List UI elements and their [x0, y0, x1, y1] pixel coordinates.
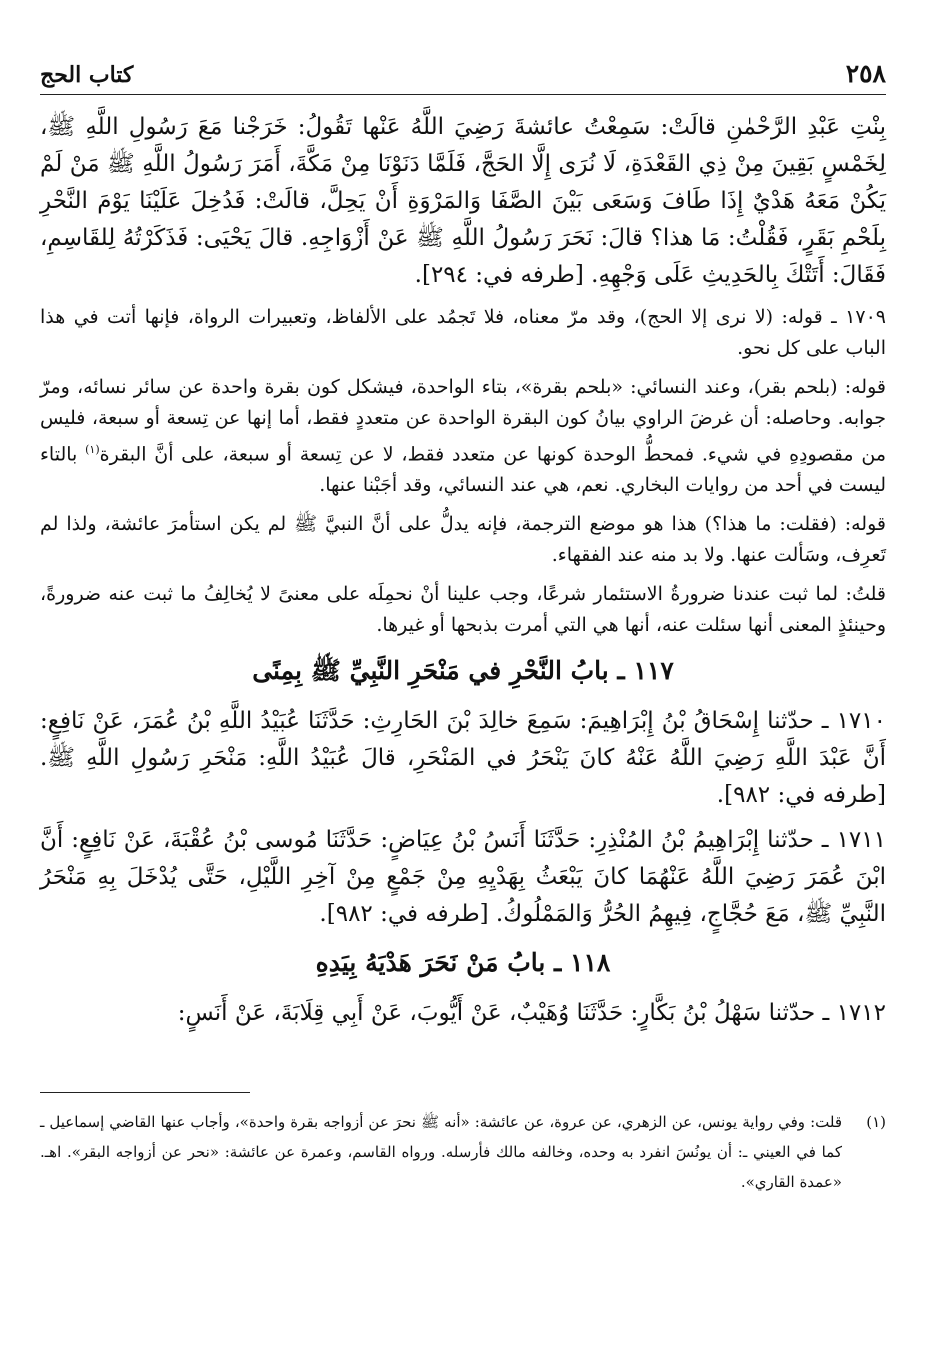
- chapter-heading-118: ١١٨ ـ بابُ مَنْ نَحَرَ هَدْيَهُ بِيَدِهِ: [315, 948, 611, 978]
- commentary-text: قوله: (بلحم بقر)، وعند النسائي: «بلحم بقرة»، بتاء الواحدة، فيشكل كون بقرة واحدة عن سائر نسائه، ومرّ جوابه. وحاصله: أن غرضَ الراوي بيانُ كون البقرة الواحدة عن متعددٍ فقط، أما إنها عن تِسعة أو سبعة، فليس من مقصودِهِ في شيء. فمحطُّ الوحدة كونها عن متعدد فقط، لا عن تِسعة أو سبعة، على أنَّ البقرة: [40, 376, 886, 466]
- page-header: [40, 52, 886, 88]
- commentary-qultu: قلتُ: لما ثبت عندنا ضرورةُ الاستئمار شرعًا، وجب علينا أنْ نحمِلَه على معنىً لا يُخالِفُ ما ثبت عنه ضرورةً، وحينئذٍ المعنى أنها سئلت عنه، أنها هي التي أمرت بذبحها أو غيرها.: [40, 583, 886, 637]
- commentary-bi-lahm-baqar: [40, 372, 886, 501]
- footnote: [40, 1107, 886, 1197]
- hadith-1711: ١٧١١ ـ حدّثنا إِبْرَاهِيمُ بْنُ المُنْذِرِ: حَدَّثَنَا أَنَسُ بْنُ عِيَاضٍ: حَدَّثَنَا مُوسى بْنُ عُقْبَةَ، عَنْ نَافِعٍ: أَنَّ ابْنَ عُمَرَ رَضِيَ اللَّهُ عَنْهُمَا كانَ يَبْعَثُ بِهَدْيِهِ مِنْ جَمْعٍ مِنْ آخِرِ اللَّيْلِ، حَتَّى يُدْخَلَ بِهِ مَنْحَرُ النَّبِيِّ ﷺ، مَعَ حُجَّاجٍ، فِيهِمُ الحُرُّ وَالمَمْلُوكُ. [طرفه في: ٩٨٢].: [40, 827, 886, 928]
- footnote-rule: [40, 1092, 250, 1093]
- commentary-text: بالتاء ليست في أحد من روايات البخاري. نعم، هي عند النسائي، وقد أجَبْنا عنها.: [40, 443, 886, 497]
- hadith-1712: ١٧١٢ ـ حدّثنا سَهْلُ بْنُ بَكَّارٍ: حَدَّثَنَا وُهَيْبٌ، عَنْ أَيُّوبَ، عَنْ أَبِي قِلَابَةَ، عَنْ أَنَسٍ:: [177, 1000, 886, 1027]
- commentary-1709: ١٧٠٩ ـ قوله: (لا نرى إلا الحج)، وقد مرّ معناه، فلا تَجمُد على الألفاظ، وتعبيرات الرواة، فإنها أتت في هذا الباب على كل نحو.: [40, 306, 886, 359]
- page-number: ٢٥٨: [845, 59, 886, 88]
- footnote-text: قلت: وفي رواية يونس، عن الزهري، عن عروة، عن عائشة: «أنه ﷺ نحرَ عن أزواجه بقرة واحدة»، وأجاب عنها القاضي إسماعيل ـ كما في العيني ـ: أن يونُسَ انفرد به وحده، وخالفه مالك فأرسله. ورواه القاسم، وعمرة عن عائشة: «نحر عن أزواجه البقر». اهـ. «عمدة القاري».: [40, 1113, 842, 1192]
- footnote-marker: (١): [866, 1113, 886, 1132]
- hadith-text-continued: بِنْتِ عَبْدِ الرَّحْمٰنِ قالَتْ: سَمِعْتُ عائشةَ رَضِيَ اللَّهُ عَنْها تَقُولُ: خَرَجْنا مَعَ رَسُولِ اللَّهِ ﷺ، لِخَمْسٍ بَقِينَ مِنْ ذِي القَعْدَةِ، لَا نُرَى إِلَّا الحَجَّ، فَلَمَّا دَنَوْنَا مِنْ مَكَّةَ، أَمَرَ رَسُولُ اللَّهِ ﷺ مَنْ لَمْ يَكُنْ مَعَهُ هَدْيٌ إِذَا طَافَ وَسَعَى بَيْنَ الصَّفَا وَالمَرْوَةِ أَنْ يَحِلَّ، قالَتْ: فَدُخِلَ عَلَيْنَا يَوْمَ النَّحْرِ بِلَحْمِ بَقَرٍ، فَقُلْتُ: مَا هذا؟ قالَ: نَحَرَ رَسُولُ اللَّهِ ﷺ عَنْ أَزْوَاجِهِ. قالَ يَحْيَى: فَذَكَرْتُهُ لِلقَاسِمِ، فَقَالَ: أَتَتْكَ بِالحَدِيثِ عَلَى وَجْهِهِ. [طرفه في: ٢٩٤].: [40, 114, 886, 288]
- page-body: [40, 109, 886, 1032]
- chapter-heading-117: ١١٧ ـ بابُ النَّحْرِ في مَنْحَرِ النَّبِيِّ ﷺ بِمِنًى: [252, 656, 674, 686]
- header-rule: [40, 94, 886, 95]
- book-title: كتاب الحج: [40, 62, 134, 88]
- hadith-1710: ١٧١٠ ـ حدّثنا إِسْحَاقُ بْنُ إِبْرَاهِيمَ: سَمِعَ خالِدَ بْنَ الحَارِثِ: حَدَّثَنَا عُبَيْدُ اللَّهِ بْنُ عُمَرَ، عَنْ نَافِعٍ: أَنَّ عَبْدَ اللَّهِ رَضِيَ اللَّهُ عَنْهُ كانَ يَنْحَرُ في المَنْحَرِ، قالَ عُبَيْدُ اللَّهِ: مَنْحَرِ رَسُولِ اللَّهِ ﷺ. [طرفه في: ٩٨٢].: [40, 708, 886, 809]
- footnote-reference[interactable]: (١): [85, 443, 100, 456]
- commentary-fa-qultu: قوله: (فقلت: ما هذا؟) هذا هو موضع الترجمة، فإنه يدلُّ على أنَّ النبيَّ ﷺ لم يكن استأمرَ عائشة، ولذا لم تَعرِف، وسَألت عنها. ولا بد منه عند الفقهاء.: [40, 513, 886, 567]
